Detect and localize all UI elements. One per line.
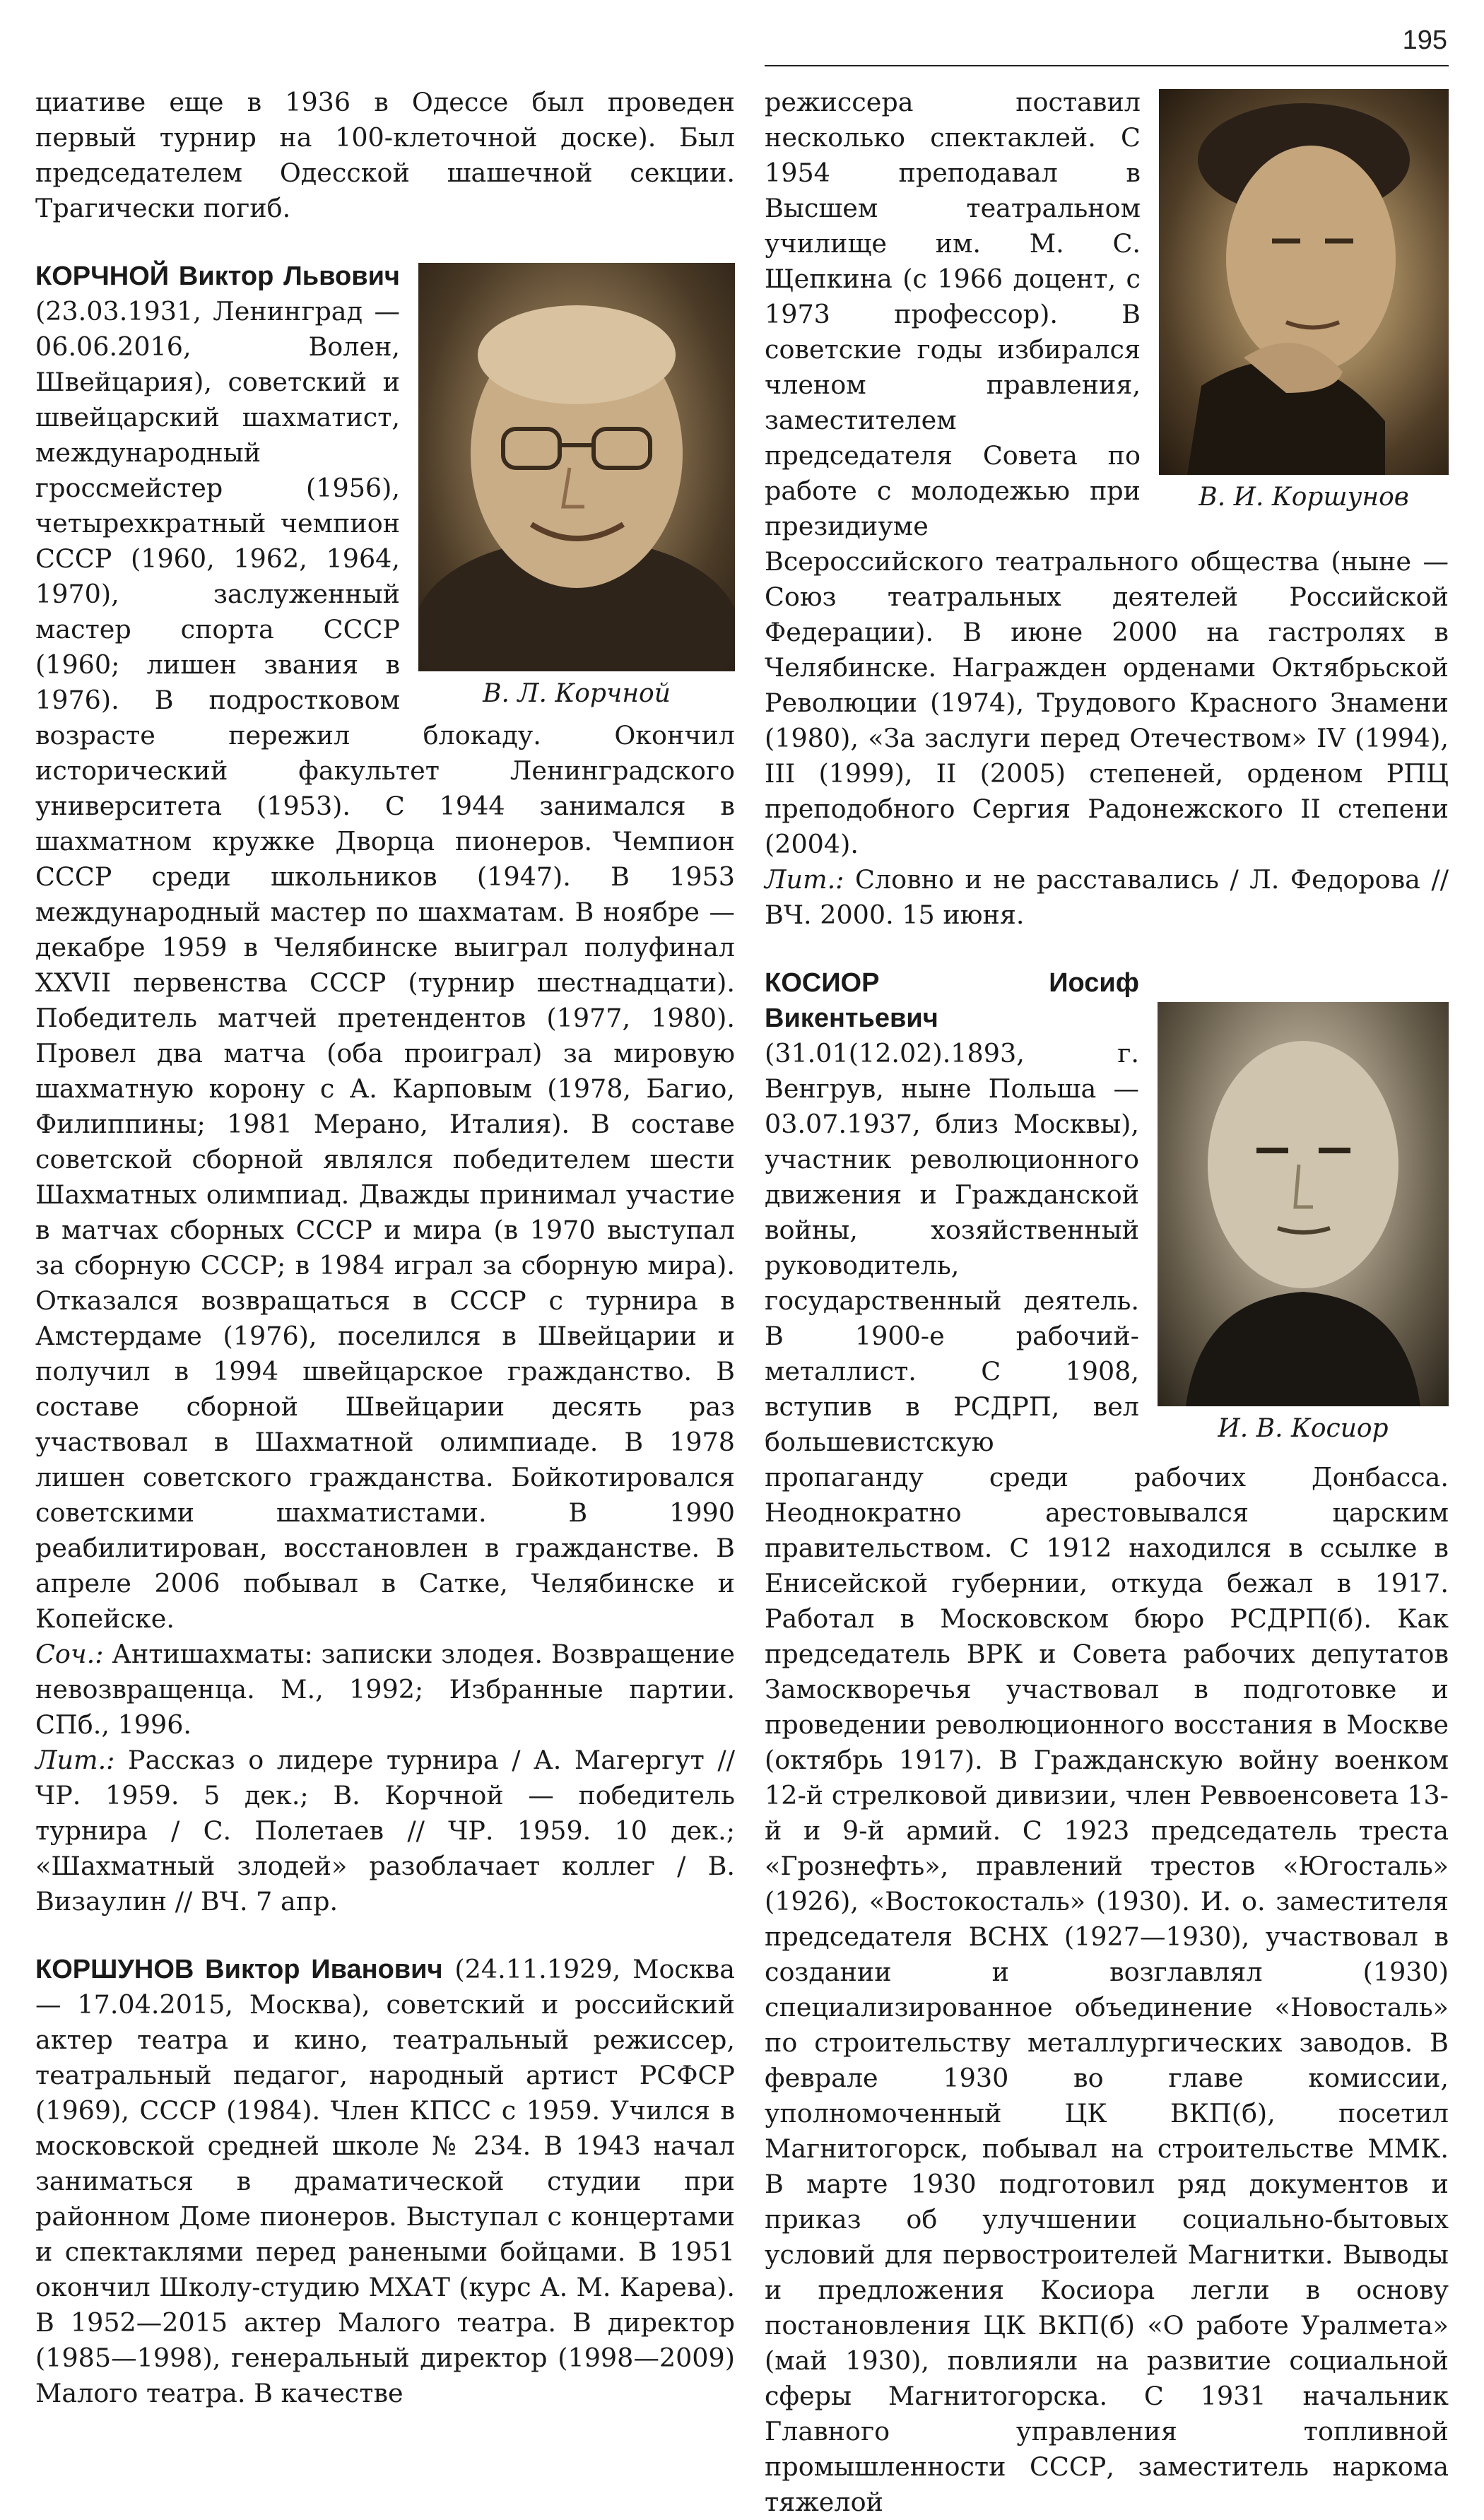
lit-label: Лит.: <box>35 1745 115 1775</box>
korshunov-figure <box>1159 89 1449 514</box>
entry-korchnoi <box>35 259 735 1919</box>
portrait-icon <box>1159 89 1449 475</box>
lit-label: Лит.: <box>765 864 844 895</box>
lit-text: Словно и не расставались / Л. Федорова // ВЧ. 2000. 15 июня. <box>765 864 1449 930</box>
page-number: 195 <box>1402 25 1447 55</box>
kosior-caption: И. В. Косиор <box>1218 1414 1389 1443</box>
right-column <box>765 85 1449 2520</box>
korchnoi-photo <box>418 263 735 671</box>
korshunov-caption: В. И. Коршунов <box>1199 483 1409 512</box>
korchnoi-caption: В. Л. Корчной <box>483 679 671 708</box>
kosior-headword: КОСИОР Иосиф Викентьевич <box>765 968 1139 1033</box>
portrait-icon <box>418 263 735 671</box>
entry-korshunov-cont <box>765 85 1449 933</box>
kosior-photo <box>1158 1002 1449 1406</box>
korchnoi-works <box>35 1637 735 1743</box>
korchnoi-body: (23.03.1931, Ленинград — 06.06.2016, Волен, Швейцария), советский и швейцарский шахматист, международный гроссмейстер (1956), четырехкратный чемпион СССР (1960, 1962, 1964, 1970), заслуженный мастер спорта СССР (1960; лишен звания в 1976). В подростковом возрасте пережил блокаду. Окончил исторический факультет Ленинградского университета (1953). С 1944 занимался в шахматном кружке Дворца пионеров. Чемпион СССР среди школьников (1947). В 1953 международный мастер по шахматам. В ноябре — декабре 1959 в Челябинске выиграл полуфинал XXVII первенства СССР (турнир шестнадцати). Победитель матчей претендентов (1977, 1980). Провел два матча (оба проиграл) за мировую шахматную корону с А. Карповым (1978, Багио, Филиппины; 1981 Мерано, Италия). В составе советской сборной являлся победителем шести Шахматных олимпиад. Дважды принимал участие в матчах сборных СССР и мира (в 1970 выступал за сборную СССР; в 1984 играл за сборную мира). Отказался возвращаться в СССР с турнира в Амстердаме (1976), поселился в Швейцарии и получил в 1994 швейцарское гражданство. В составе сборной Швейцарии десять раз участвовал в Шахматной олимпиаде. В 1978 лишен советского гражданства. Бойкотировался советскими шахматистами. В 1990 реабилитирован, восстановлен в гражданстве. В апреле 2006 побывал в Сатке, Челябинске и Копейске. <box>35 296 735 1634</box>
korshunov-headword: КОРШУНОВ Виктор Иванович <box>35 1955 443 1984</box>
portrait-icon <box>1158 1002 1449 1406</box>
korshunov-lit <box>765 862 1449 933</box>
korshunov-cont-body: режиссера поставил несколько спектаклей. С 1954 преподавал в Высшем театральном училище им. М. С. Щепкина (с 1966 доцент, с 1973 профессор). В советские годы избирался членом правления, заместителем председателя Совета по работе с молодежью при президиуме Всероссийского театрального общества (ныне — Союз театральных деятелей Российской Федерации). В июне 2000 на гастролях в Челябинске. Награжден орденами Октябрьской Революции (1974), Трудового Красного Знамени (1980), «За заслуги перед Отечеством» IV (1994), III (1999), II (2005) степеней, орденом РПЦ преподобного Сергия Радонежского II степени (2004). <box>765 87 1449 859</box>
kosior-figure <box>1158 1002 1449 1446</box>
header-rule <box>765 65 1449 66</box>
works-label: Соч.: <box>35 1639 104 1669</box>
korshunov-body: (24.11.1929, Москва — 17.04.2015, Москва), советский и российский актер театра и кино, театральный режиссер, театральный педагог, народный артист РСФСР (1969), СССР (1984). Член КПСС с 1959. Учился в московской средней школе № 234. В 1943 начал заниматься в драматической студии при районном Доме пионеров. Выступал с концертами и спектаклями перед ранеными бойцами. В 1951 окончил Школу-студию МХАТ (курс А. М. Карева). В 1952—2015 актер Малого театра. В директор (1985—1998), генеральный директор (1998—2009) Малого театра. В качестве <box>35 1954 735 2408</box>
entry-korshunov <box>35 1952 735 2411</box>
korchnoi-figure <box>418 263 735 711</box>
entry-kosior <box>765 965 1449 2520</box>
korchnoi-lit <box>35 1743 735 1919</box>
kosior-body: (31.01(12.02).1893, г. Венгрув, ныне Польша — 03.07.1937, близ Москвы), участник революционного движения и Гражданской войны, хозяйственный руководитель, государственный деятель. В 1900-е рабочий-металлист. С 1908, вступив в РСДРП, вел большевистскую пропаганду среди рабочих Донбасса. Неоднократно арестовывался царским правительством. С 1912 находился в ссылке в Енисейской губернии, откуда бежал в 1917. Работал в Московском бюро РСДРП(б). Как председатель ВРК и Совета рабочих депутатов Замоскворечья участвовал в подготовке и проведении революционного восстания в Москве (октябрь 1917). В Гражданскую войну военком 12-й стрелковой дивизии, член Реввоенсовета 13-й и 9-й армий. С 1923 председатель треста «Грознефть», правлений трестов «Югосталь» (1926), «Востокосталь» (1930). И. о. заместителя председателя ВСНХ (1927—1930), участвовал в создании и возглавлял (1930) специализированное объединение «Новосталь» по строительству металлургических заводов. В феврале 1930 во главе комиссии, уполномоченный ЦК ВКП(б), посетил Магнитогорск, побывал на строительстве ММК. В марте 1930 подготовил ряд документов и приказ об улучшении социально-бытовых условий для первостроителей Магнитки. Выводы и предложения Косиора легли в основу постановления ЦК ВКП(б) «О работе Уралмета» (май 1930), повлияли на развитие социальной сферы Магнитогорска. С 1931 начальник Главного управления топливной промышленности СССР, заместитель наркома тяжелой <box>765 1038 1449 2517</box>
korshunov-photo <box>1159 89 1449 475</box>
works-text: Антишахматы: записки злодея. Возвращение невозвращенца. М., 1992; Избранные партии. СПб., 1996. <box>35 1639 735 1740</box>
lit-text: Рассказ о лидере турнира / А. Магергут // ЧР. 1959. 5 дек.; В. Корчной — победитель турнира / С. Полетаев // ЧР. 1959. 10 дек.; «Шахматный злодей» разоблачает коллег / В. Визаулин // ВЧ. 7 апр. <box>35 1745 735 1917</box>
korshunov-text <box>35 1952 735 2411</box>
left-column <box>35 85 735 2411</box>
korchnoi-headword: КОРЧНОЙ Виктор Львович <box>35 261 400 291</box>
intro-text: циативе еще в 1936 в Одессе был проведен первый турнир на 100-клеточной доске). Был председателем Одесской шашечной секции. Трагически погиб. <box>35 87 735 223</box>
